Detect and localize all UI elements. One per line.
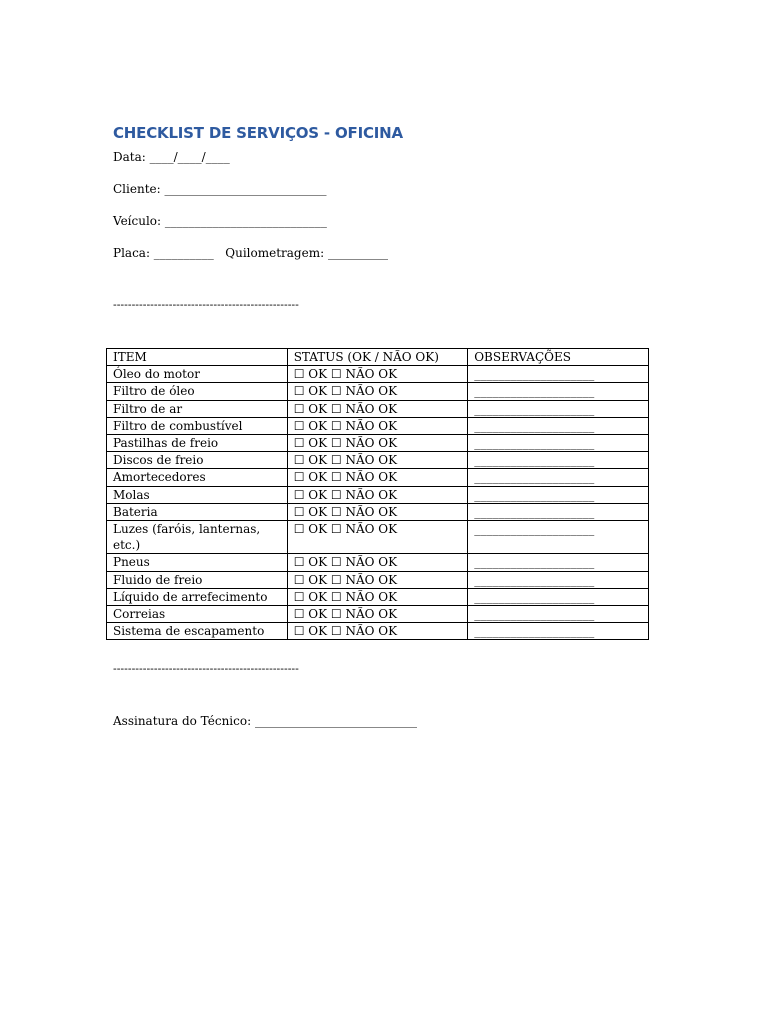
table-row [107,383,649,400]
table-row [107,606,649,623]
status-cell: ☐ OK ☐ NÃO OK [287,521,468,554]
status-cell: ☐ OK ☐ NÃO OK [287,435,468,452]
status-cell: ☐ OK ☐ NÃO OK [287,469,468,486]
observation-cell: ____________________ [468,571,649,588]
item-cell: Pneus [107,554,288,571]
status-cell: ☐ OK ☐ NÃO OK [287,588,468,605]
observation-cell: ____________________ [468,400,649,417]
table-row [107,486,649,503]
table-row [107,623,649,640]
table-row [107,435,649,452]
status-cell: ☐ OK ☐ NÃO OK [287,366,468,383]
status-cell: ☐ OK ☐ NÃO OK [287,503,468,520]
table-header-row [107,349,649,366]
date-line: Data: ____/____/____ [113,150,230,164]
observation-cell: ____________________ [468,503,649,520]
observation-cell: ____________________ [468,521,649,554]
mileage-label: Quilometragem: __________ [225,246,388,260]
status-cell: ☐ OK ☐ NÃO OK [287,606,468,623]
item-cell: Filtro de ar [107,400,288,417]
table-row [107,588,649,605]
observation-cell: ____________________ [468,452,649,469]
item-cell: Luzes (faróis, lanternas, etc.) [107,521,288,554]
item-cell: Pastilhas de freio [107,435,288,452]
observation-cell: ____________________ [468,623,649,640]
item-cell: Fluido de freio [107,571,288,588]
client-line: Cliente: ___________________________ [113,182,327,196]
item-cell: Líquido de arrefecimento [107,588,288,605]
status-cell: ☐ OK ☐ NÃO OK [287,452,468,469]
table-row [107,469,649,486]
observation-cell: ____________________ [468,606,649,623]
plate-label: Placa: __________ [113,246,214,260]
status-cell: ☐ OK ☐ NÃO OK [287,486,468,503]
item-cell: Filtro de combustível [107,417,288,434]
observation-cell: ____________________ [468,588,649,605]
document-title: CHECKLIST DE SERVIÇOS - OFICINA [113,124,403,142]
status-cell: ☐ OK ☐ NÃO OK [287,417,468,434]
signature-line: Assinatura do Técnico: ___________________________ [113,714,417,728]
status-cell: ☐ OK ☐ NÃO OK [287,554,468,571]
plate-mileage-line [113,246,388,260]
table-row [107,554,649,571]
observation-cell: ____________________ [468,366,649,383]
table-row [107,400,649,417]
table-body [107,366,649,640]
table-row [107,503,649,520]
observation-cell: ____________________ [468,435,649,452]
item-cell: Amortecedores [107,469,288,486]
status-cell: ☐ OK ☐ NÃO OK [287,571,468,588]
status-cell: ☐ OK ☐ NÃO OK [287,383,468,400]
divider-top: -------------------------------------------------- [113,298,299,311]
item-cell: Molas [107,486,288,503]
item-cell: Correias [107,606,288,623]
status-cell: ☐ OK ☐ NÃO OK [287,623,468,640]
header-item: ITEM [107,349,288,366]
table-row [107,366,649,383]
table-row [107,521,649,554]
header-observations: OBSERVAÇÕES [468,349,649,366]
item-cell: Bateria [107,503,288,520]
observation-cell: ____________________ [468,554,649,571]
observation-cell: ____________________ [468,469,649,486]
item-cell: Filtro de óleo [107,383,288,400]
table-row [107,417,649,434]
checklist-table [106,348,649,640]
observation-cell: ____________________ [468,383,649,400]
observation-cell: ____________________ [468,417,649,434]
divider-bottom: -------------------------------------------------- [113,662,299,675]
table-row [107,452,649,469]
table-row [107,571,649,588]
observation-cell: ____________________ [468,486,649,503]
vehicle-line: Veículo: ___________________________ [113,214,327,228]
item-cell: Sistema de escapamento [107,623,288,640]
status-cell: ☐ OK ☐ NÃO OK [287,400,468,417]
item-cell: Óleo do motor [107,366,288,383]
header-status: STATUS (OK / NÃO OK) [287,349,468,366]
item-cell: Discos de freio [107,452,288,469]
